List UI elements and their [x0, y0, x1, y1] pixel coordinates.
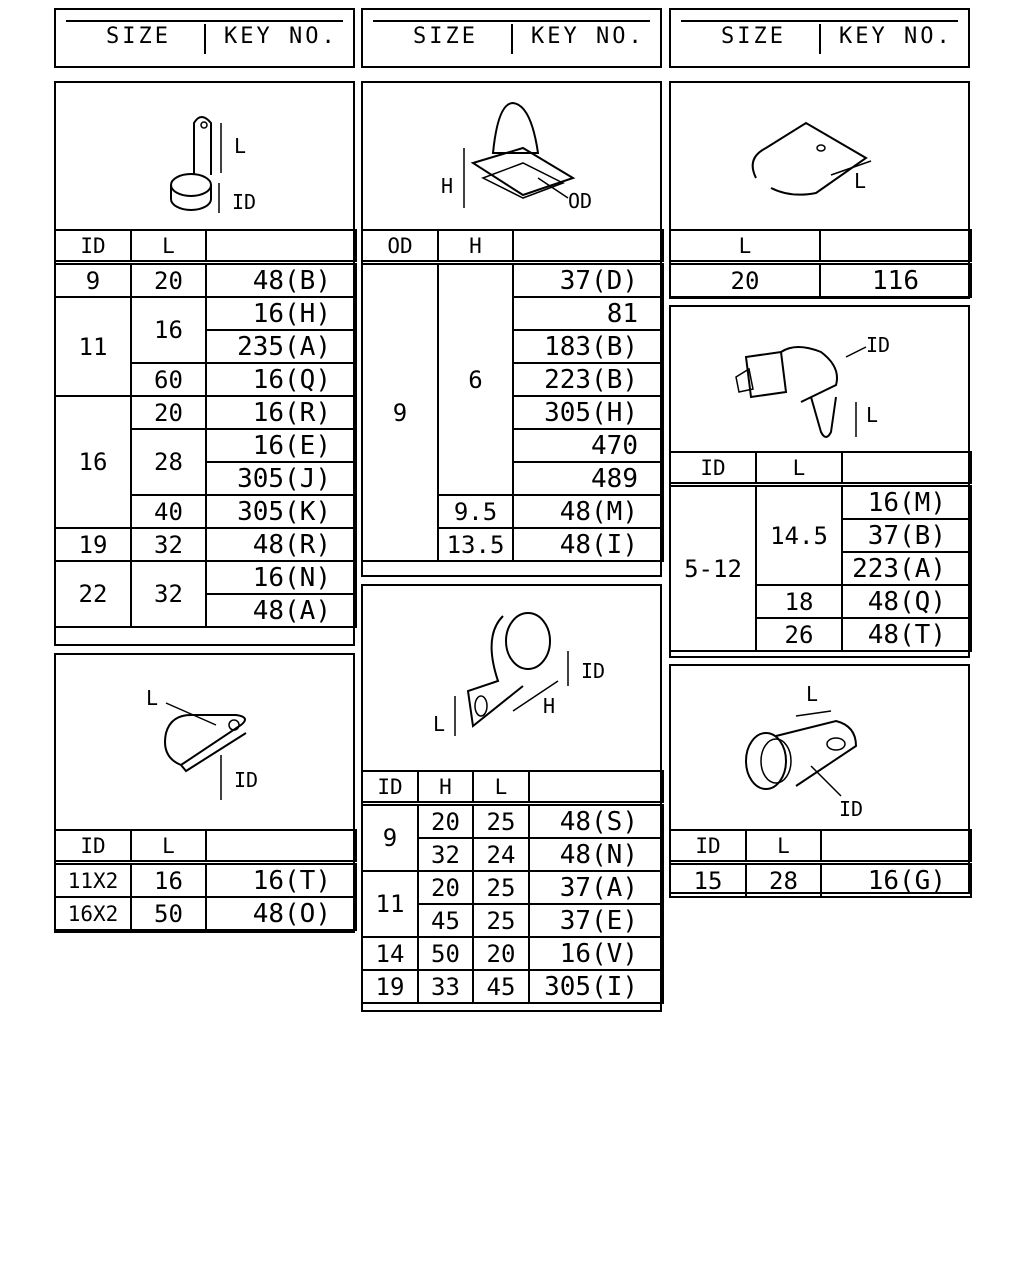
table-push-clip: OD H 9 6 37(D) 81 183(B) 223(B) 305(H) 470 489 9.5 48(M) 13.5 48(I) [361, 229, 664, 562]
key-no: 37(D) [513, 263, 663, 298]
col-id: ID [55, 230, 131, 263]
key-no: 305(K) [206, 495, 356, 528]
key-no: 305(H) [513, 396, 663, 429]
key-no: 16(N) [206, 561, 356, 594]
key-no: 116 [820, 263, 971, 298]
p-clamp-drawing [363, 586, 660, 771]
key-no: 16(R) [206, 396, 356, 429]
table-p-clamp: ID H L 9 20 25 48(S) 32 24 48(N) 11 20 25 37(A) 45 25 37(E) 14 50 20 16(V) 19 33 45 305(I) [361, 770, 664, 1004]
hook-clip-drawing [671, 83, 968, 231]
key-no: 16(G) [821, 863, 971, 898]
fig-label-ID: ID [232, 190, 257, 214]
key-no: 489 [513, 462, 663, 495]
key-no: 48(Q) [842, 585, 971, 618]
panel-double-clamp [54, 653, 355, 933]
fig-label-OD: OD [568, 189, 593, 213]
fig-label-ID: ID [581, 659, 606, 683]
panel-p-clamp [361, 584, 662, 1012]
key-no: 48(A) [206, 594, 356, 627]
key-no: 305(I) [529, 970, 663, 1003]
key-no: 16(Q) [206, 363, 356, 396]
panel-push-clip [361, 81, 662, 577]
key-no: 48(M) [513, 495, 663, 528]
header-col2 [361, 8, 662, 68]
header-col3 [669, 8, 970, 68]
key-no: 223(B) [513, 363, 663, 396]
key-no: 16(T) [206, 863, 356, 898]
keyno-header: KEY NO. [531, 24, 645, 49]
fig-label-L: L [433, 712, 446, 736]
keyno-header: KEY NO. [839, 24, 953, 49]
key-no: 48(T) [842, 618, 971, 651]
panel-ring-clamp [54, 81, 355, 646]
key-no: 48(N) [529, 838, 663, 871]
double-clamp-drawing [56, 655, 353, 830]
col-l: L [131, 230, 206, 263]
header-col1 [54, 8, 355, 68]
fig-label-ID: ID [866, 333, 891, 357]
key-no: 48(B) [206, 263, 356, 298]
table-loop-clamp: ID L 15 28 16(G) [669, 829, 972, 898]
key-no: 235(A) [206, 330, 356, 363]
ring-clamp-drawing [56, 83, 353, 231]
table-double-clamp: ID L 11X2 16 16(T) 16X2 50 48(O) [54, 829, 357, 931]
key-no: 37(B) [842, 519, 971, 552]
key-no: 37(E) [529, 904, 663, 937]
fig-label-ID: ID [839, 797, 864, 821]
key-no: 470 [513, 429, 663, 462]
size-header: SIZE [106, 24, 171, 49]
table-hook-clip: L 20 116 [669, 229, 972, 298]
size-header: SIZE [721, 24, 786, 49]
key-no: 16(V) [529, 937, 663, 970]
band-clip-drawing [671, 307, 968, 453]
key-no: 48(O) [206, 897, 356, 930]
fig-label-L: L [866, 403, 879, 427]
key-no: 48(R) [206, 528, 356, 561]
loop-clamp-drawing [671, 666, 968, 831]
key-no: 16(H) [206, 297, 356, 330]
key-no: 305(J) [206, 462, 356, 495]
key-no: 183(B) [513, 330, 663, 363]
push-clip-drawing [363, 83, 660, 231]
panel-loop-clamp [669, 664, 970, 894]
fig-label-ID: ID [234, 768, 259, 792]
fig-label-L: L [146, 686, 159, 710]
fig-label-L: L [806, 682, 819, 706]
table-ring-clamp: ID L 9 20 48(B) 11 16 16(H) 235(A) 60 16(Q) 16 20 16(R) 28 16(E) 305(J) 40 305(K) 19 32 48(R) 22 32 16(N) 48(A) [54, 229, 357, 628]
panel-band-clip [669, 305, 970, 658]
key-no: 48(I) [513, 528, 663, 561]
key-no: 16(E) [206, 429, 356, 462]
fig-label-H: H [543, 694, 556, 718]
table-band-clip: ID L 5-12 14.5 16(M) 37(B) 223(A) 18 48(Q) 26 48(T) [669, 451, 972, 652]
key-no: 37(A) [529, 871, 663, 904]
keyno-header: KEY NO. [224, 24, 338, 49]
key-no: 223(A) [842, 552, 971, 585]
key-no: 81 [513, 297, 663, 330]
key-no: 16(M) [842, 485, 971, 520]
size-header: SIZE [413, 24, 478, 49]
key-no: 48(S) [529, 804, 663, 839]
fig-label-H: H [441, 174, 454, 198]
fig-label-L: L [854, 169, 867, 193]
panel-hook-clip [669, 81, 970, 299]
fig-label-L: L [234, 134, 247, 158]
